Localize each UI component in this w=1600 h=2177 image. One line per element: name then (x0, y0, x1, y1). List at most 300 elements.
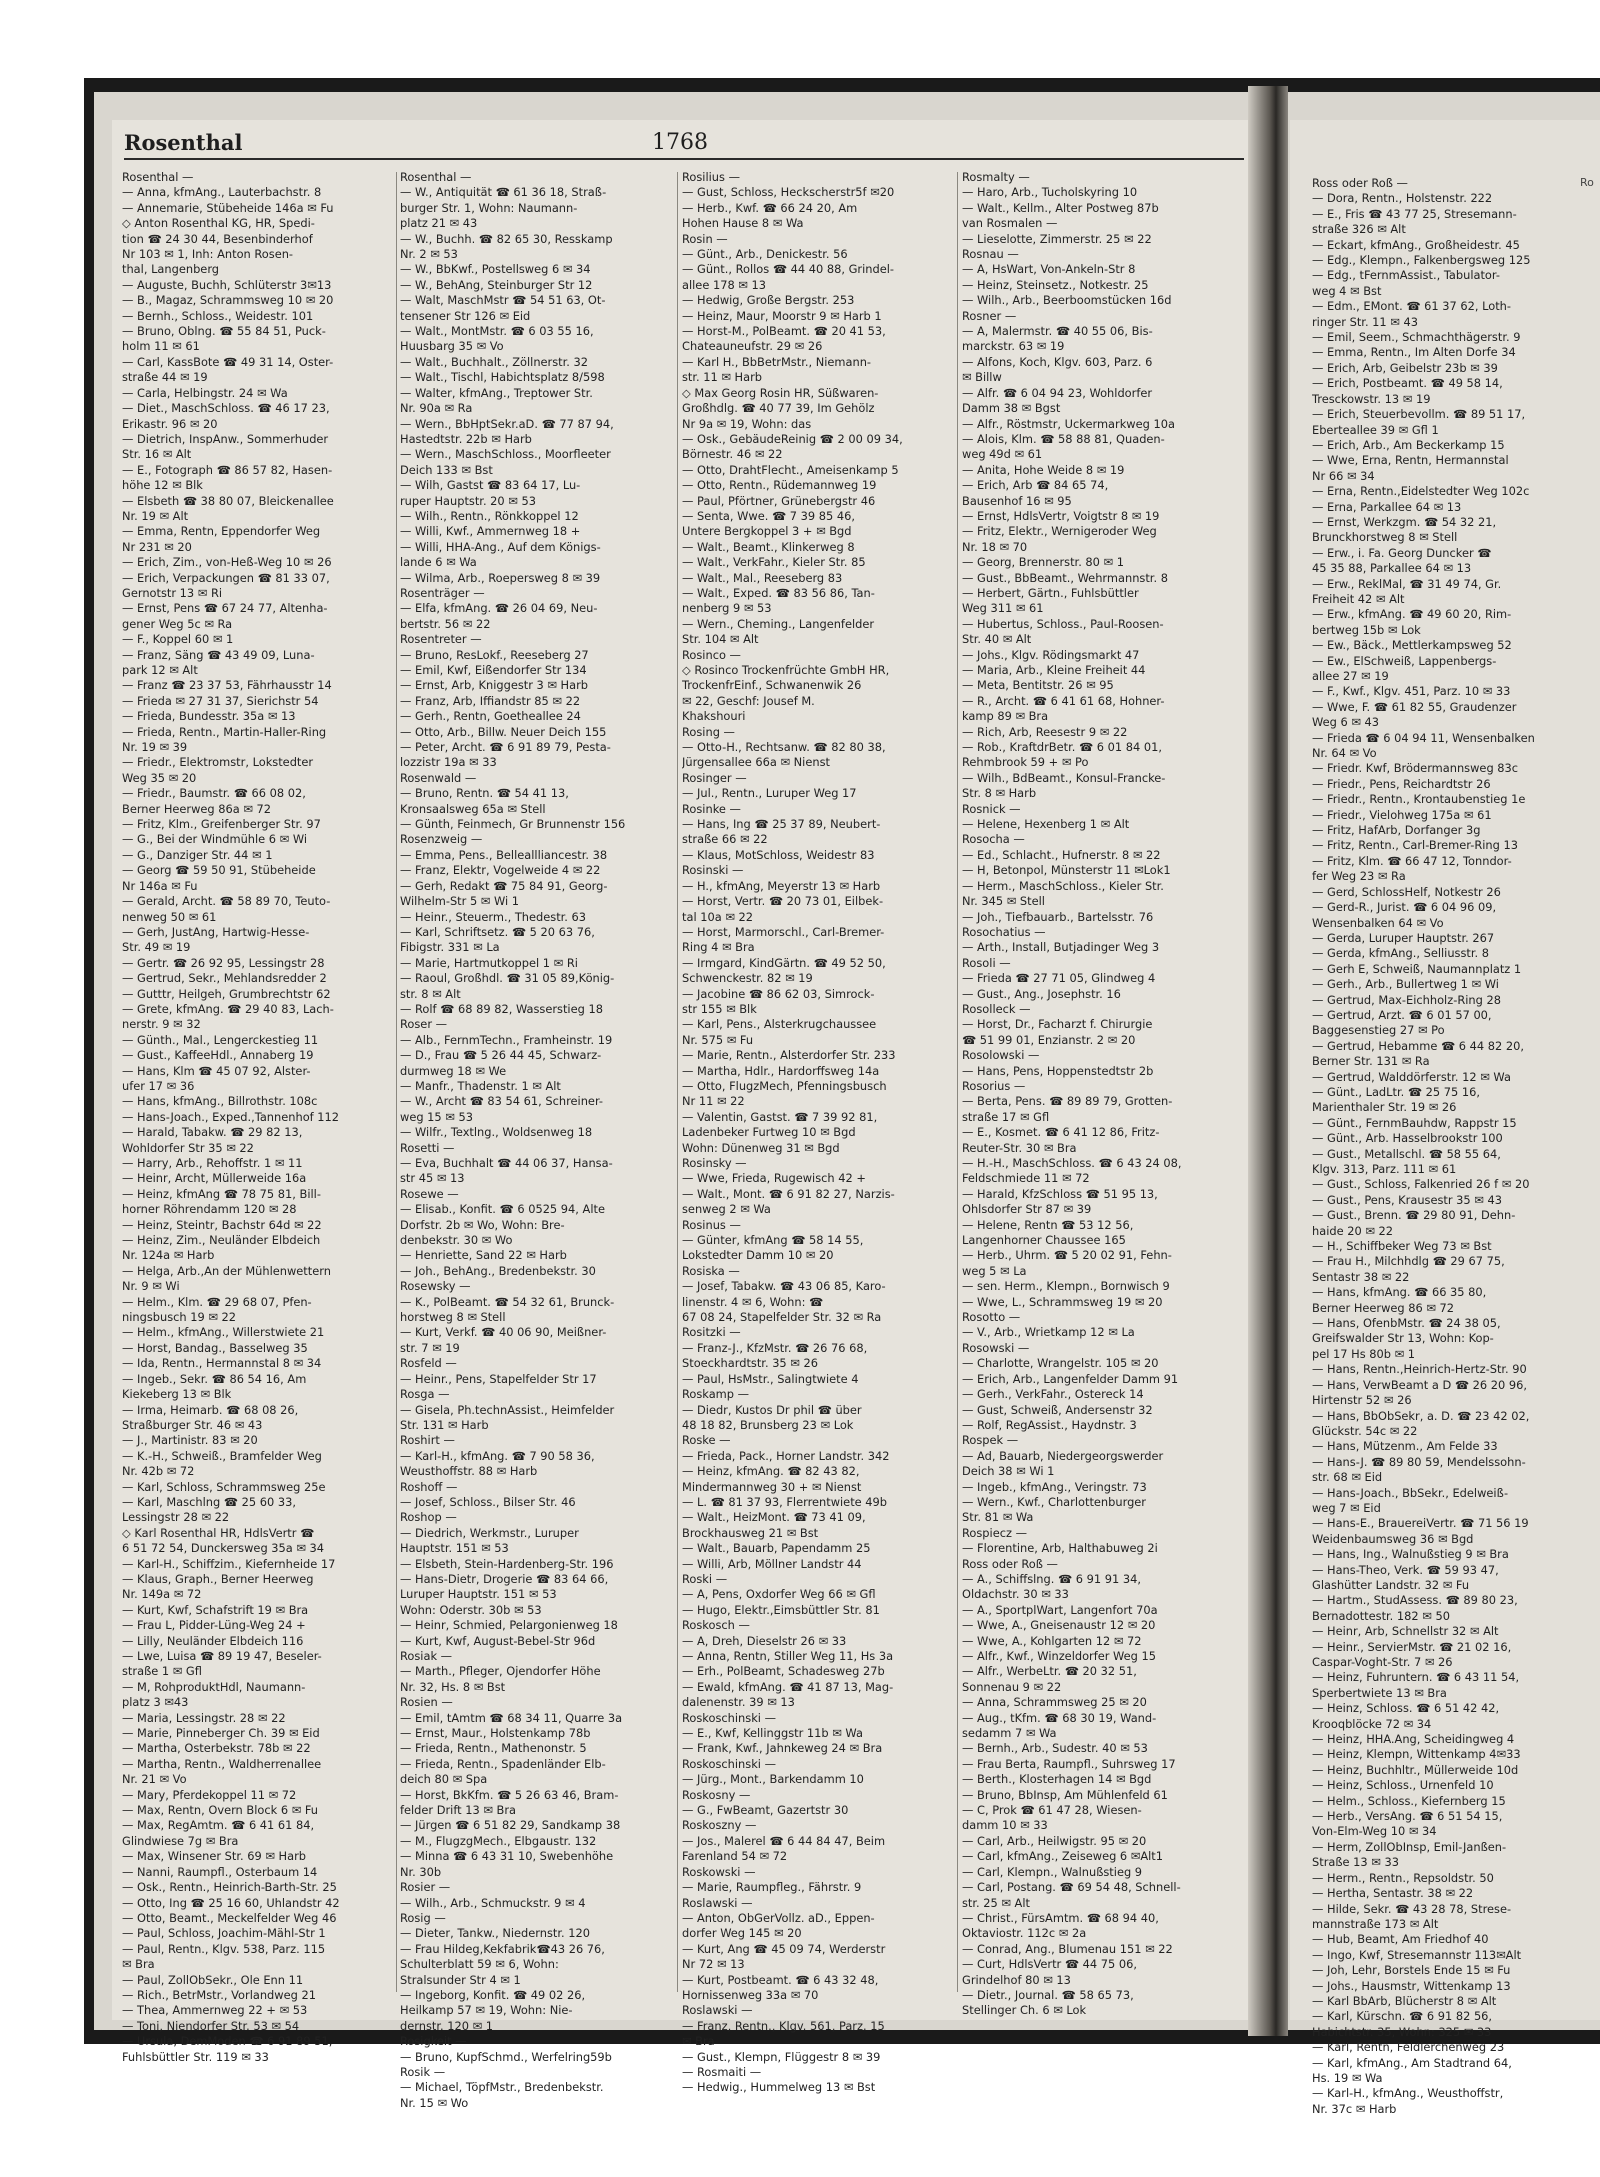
directory-entry-line: — Heinr., Pens, Stapelfelder Str 17 (400, 1371, 597, 1386)
directory-entry-line: — Bernh., Arb., Sudestr. 40 ✉ 53 (962, 1741, 1148, 1756)
directory-entry-line: — Heinz, Fuhruntern. ☎ 6 43 11 54, (1312, 1670, 1520, 1685)
directory-entry-line: — Edg., Klempn., Falkenbergsweg 125 (1312, 253, 1531, 268)
directory-entry-line: — Wwe, A., Gneisenaustr 12 ✉ 20 (962, 1618, 1156, 1633)
directory-entry-line: — Max, RegAmtm. ☎ 6 41 61 84, (122, 1818, 315, 1833)
directory-entry-line: Weidenbaumsweg 36 ✉ Bgd (1312, 1531, 1474, 1546)
directory-entry-line: — H., Schiffbeker Weg 73 ✉ Bst (1312, 1239, 1492, 1254)
directory-entry-line: — V., Arb., Wrietkamp 12 ✉ La (962, 1325, 1135, 1340)
directory-entry-line: str. 68 ✉ Eid (1312, 1470, 1383, 1485)
directory-entry-line: — Friedr. Kwf, Brödermannsweg 83c (1312, 761, 1519, 776)
directory-entry-line: — Wwe, F. ☎ 61 82 55, Graudenzer (1312, 699, 1517, 714)
directory-entry-line: — Jürg., Mont., Barkendamm 10 (682, 1772, 864, 1787)
directory-entry-line: Nr. 18 ✉ 70 (962, 539, 1028, 554)
directory-entry-line: — Gertrud, Sekr., Mehlandsredder 2 (122, 971, 327, 986)
directory-entry-line: Stoeckhardtstr. 35 ✉ 26 (682, 1356, 818, 1371)
directory-entry-line: ◇ Karl Rosenthal HR, HdlsVertr ☎ (122, 1525, 315, 1540)
directory-entry-line: — Erich, Arb., Am Beckerkamp 15 (1312, 437, 1505, 452)
directory-entry-line: — Helm., kfmAng., Willerstwiete 21 (122, 1325, 325, 1340)
directory-entry-line: Str. 40 ✉ Alt (962, 632, 1032, 647)
directory-entry-line: Lokstedter Damm 10 ✉ 20 (682, 1248, 834, 1263)
directory-entry-line: Wohn: Oderstr. 30b ✉ 53 (400, 1602, 542, 1617)
directory-entry-line: — Manfr., Thadenstr. 1 ✉ Alt (400, 1078, 561, 1093)
directory-entry-line: Rosewe — (400, 1186, 459, 1201)
directory-entry-line: Nr. 124a ✉ Harb (122, 1248, 215, 1263)
directory-entry-line: — W., Antiquität ☎ 61 36 18, Straß- (400, 185, 607, 200)
directory-entry-line: Ohlsdorfer Str 87 ✉ 39 (962, 1202, 1092, 1217)
directory-entry-line: — Bruno, ResLokf., Reeseberg 27 (400, 647, 589, 662)
directory-entry-line: kamp 89 ✉ Bra (962, 709, 1049, 724)
directory-entry-line: Rosinco — (682, 647, 741, 662)
directory-entry-line: gener Weg 5c ✉ Ra (122, 616, 233, 631)
directory-entry-line: Schwenckestr. 82 ✉ 19 (682, 971, 813, 986)
directory-entry-line: Rospiecz — (962, 1525, 1027, 1540)
directory-entry-line: — Helene, Rentn ☎ 53 12 56, (962, 1217, 1134, 1232)
directory-entry-line: — Elfa, kfmAng. ☎ 26 04 69, Neu- (400, 601, 598, 616)
directory-entry-line: ruper Hauptstr. 20 ✉ 53 (400, 493, 536, 508)
directory-entry-line: — Hans, OfenbMstr. ☎ 24 38 05, (1312, 1316, 1501, 1331)
directory-entry-line: TrockenfrEinf., Schwanenwik 26 (682, 678, 862, 693)
directory-entry-line: Roser — (400, 1017, 448, 1032)
directory-entry-line: — Dora, Rentn., Holstenstr. 222 (1312, 191, 1493, 206)
directory-entry-line: — Walt., Buchhalt., Zöllnerstr. 32 (400, 354, 589, 369)
directory-entry-line: — Raoul, Großhdl. ☎ 31 05 89,König- (400, 971, 615, 986)
directory-entry-line: Nr. 149a ✉ 72 (122, 1587, 202, 1602)
directory-entry-line: Wohn: Dünenweg 31 ✉ Bgd (682, 1140, 840, 1155)
directory-entry-line: dernstr. 120 ✉ 1 (400, 2018, 493, 2033)
directory-entry-line: — Hans, kfmAng. ☎ 66 35 80, (1312, 1285, 1487, 1300)
directory-entry-line: — Aug., tKfm. ☎ 68 30 19, Wand- (962, 1710, 1157, 1725)
directory-entry-line: — Paul, Schloss, Joachim-Mähl-Str 1 (122, 1926, 326, 1941)
directory-entry-line: Roshop — (400, 1510, 457, 1525)
directory-entry-line: — Heinz, Schloss., Urnenfeld 10 (1312, 1778, 1494, 1793)
directory-entry-line: — Frau Berta, Raumpfl., Suhrsweg 17 (962, 1756, 1176, 1771)
directory-entry-line: — sen. Herm., Klempn., Bornwisch 9 (962, 1279, 1170, 1294)
directory-entry-line: — Gutttr, Heilgeh, Grumbrechtstr 62 (122, 986, 331, 1001)
directory-entry-line: Straße 13 ✉ 33 (1312, 1855, 1399, 1870)
directory-entry-line: linenstr. 4 ✉ 6, Wohn: ☎ (682, 1294, 824, 1309)
directory-entry-line: Habichtstr. 35, Wohn: 325 ✉ 33 (1312, 2024, 1492, 2039)
directory-entry-line: — Carl, Arb., Heilwigstr. 95 ✉ 20 (962, 1833, 1147, 1848)
directory-entry-line: — Günt., LadLtr. ☎ 25 75 16, (1312, 1084, 1481, 1099)
directory-entry-line: Rosenwald — (400, 770, 477, 785)
directory-entry-line: Rosin — (682, 231, 728, 246)
directory-entry-line: Glindwiese 7g ✉ Bra (122, 1833, 239, 1848)
directory-entry-line: tal 10a ✉ 22 (682, 909, 753, 924)
directory-entry-line: Rosinsky — (682, 1156, 747, 1170)
directory-entry-line: — Gerh, JustAng, Hartwig-Hesse- (122, 924, 310, 939)
directory-entry-line: — Carl, Klempn., Walnußstieg 9 (962, 1864, 1143, 1879)
directory-entry-line: ✉ Bra (682, 2034, 715, 2049)
directory-entry-line: ningsbusch 19 ✉ 22 (122, 1310, 237, 1325)
directory-entry-line: — Alfr., Kwf., Winzeldorfer Weg 15 (962, 1649, 1157, 1663)
directory-entry-line: — Mary, Pferdekoppel 11 ✉ 72 (122, 1787, 297, 1802)
directory-entry-line: — Karl H., BbBetrMstr., Niemann- (682, 354, 872, 369)
directory-entry-line: platz 21 ✉ 43 (400, 216, 478, 231)
directory-entry-line: — Johs., Klgv. Rödingsmarkt 47 (962, 647, 1140, 662)
directory-entry-line: — Otto, DrahtFlecht., Ameisenkamp 5 (682, 462, 899, 477)
directory-entry-line: Untere Bergkoppel 3 + ✉ Bgd (682, 524, 852, 539)
directory-entry-line: — Kurt, Kwf, Schafstrift 19 ✉ Bra (122, 1602, 309, 1617)
directory-entry-line: — H, Betonpol, Münsterstr 11 ✉Lok1 (962, 863, 1171, 878)
directory-entry-line: str. 11 ✉ Harb (682, 370, 763, 385)
directory-entry-line: — Karl, Schloss, Schrammsweg 25e (122, 1479, 326, 1494)
directory-entry-line: — Karl, Rentn, Feldlerchenweg 23 (1312, 2040, 1505, 2055)
directory-entry-line: 67 08 24, Stapelfelder Str. 32 ✉ Ra (682, 1310, 882, 1325)
directory-entry-line: str 45 ✉ 13 (400, 1171, 465, 1186)
directory-entry-line: bertstr. 56 ✉ 22 (400, 616, 491, 631)
directory-entry-line: — Emma, Pens., Belleallliancestr. 38 (400, 847, 608, 862)
directory-entry-line: — Wwe, Frieda, Rugewisch 42 + (682, 1171, 866, 1186)
directory-entry-line: — Karl-H., kfmAng., Weusthoffstr, (1312, 2086, 1504, 2101)
directory-entry-line: — Meta, Bentitstr. 26 ✉ 95 (962, 678, 1114, 693)
directory-entry-line: — Paul, ZollObSekr., Ole Enn 11 (122, 1972, 304, 1987)
directory-entry-line: — Karl, Maschlng ☎ 25 60 33, (122, 1494, 296, 1509)
directory-entry-line: — H., kfmAng, Meyerstr 13 ✉ Harb (682, 878, 881, 893)
directory-entry-line: Nr. 42b ✉ 72 (122, 1464, 195, 1479)
directory-entry-line: — Eva, Buchhalt ☎ 44 06 37, Hansa- (400, 1156, 613, 1170)
directory-entry-line: Khakshouri (682, 709, 746, 724)
directory-entry-line: ringer Str. 11 ✉ 43 (1312, 314, 1418, 329)
directory-entry-line: Heilkamp 57 ✉ 19, Wohn: Nie- (400, 2003, 573, 2018)
directory-entry-line: — Walt., Mal., Reeseberg 83 (682, 570, 843, 585)
directory-entry-line: Nr. 21 ✉ Vo (122, 1772, 187, 1787)
directory-entry-line: — Anton, ObGerVollz. aD., Eppen- (682, 1910, 875, 1925)
directory-entry-line: Rosinus — (682, 1217, 741, 1232)
directory-entry-line: — Bruno, KupfSchmd., Werfelring59b (400, 2049, 612, 2064)
directory-entry-line: — Günt., Arb., Denickestr. 56 (682, 247, 848, 262)
directory-entry-line: — Hedwig., Hummelweg 13 ✉ Bst (682, 2080, 876, 2095)
directory-entry-line: — Friedr., Vielohweg 175a ✉ 61 (1312, 807, 1492, 822)
directory-entry-line: — Erich, Postbeamt. ☎ 49 58 14, (1312, 376, 1503, 391)
directory-entry-line: — Florentine, Arb, Halthabuweg 2i (962, 1541, 1158, 1556)
directory-entry-line: Hohen Hause 8 ✉ Wa (682, 216, 804, 231)
directory-entry-line: Roshoff — (400, 1479, 458, 1494)
directory-entry-line: — Frieda, Pack., Horner Landstr. 342 (682, 1448, 890, 1463)
directory-entry-line: Nr. 90a ✉ Ra (400, 401, 473, 416)
directory-entry-line: — F., Kwf., Klgv. 451, Parz. 10 ✉ 33 (1312, 684, 1511, 699)
directory-entry-line: — Frieda ☎ 6 04 94 11, Wensenbalken (1312, 730, 1535, 745)
directory-entry-line: Rosiak — (400, 1649, 453, 1663)
directory-entry-line: Nr. 575 ✉ Fu (682, 1032, 754, 1047)
directory-entry-line: — Paul, Pförtner, Grünebergstr 46 (682, 493, 876, 508)
directory-entry-line: — Heinz, Steintr, Bachstr 64d ✉ 22 (122, 1217, 322, 1232)
directory-entry-line: straße 1 ✉ Gfl (122, 1664, 202, 1679)
directory-entry-line: — Gertr. ☎ 26 92 95, Lessingstr 28 (122, 955, 325, 970)
directory-entry-line: Von-Elm-Weg 10 ✉ 34 (1312, 1824, 1437, 1839)
directory-entry-line: — Gerda, kfmAng., Selliusstr. 8 (1312, 946, 1489, 961)
directory-entry-line: Rosing — (682, 724, 735, 739)
directory-entry-line: ✉ Bra (122, 1957, 155, 1972)
directory-entry-line: — Wwe, Erna, Rentn, Hermannstal (1312, 453, 1509, 468)
directory-entry-line: — Wern., BbHptSekr.aD. ☎ 77 87 94, (400, 416, 614, 431)
directory-entry-line: — G., Danziger Str. 44 ✉ 1 (122, 847, 273, 862)
directory-entry-line: — Eckart, kfmAng., Großheidestr. 45 (1312, 237, 1520, 252)
directory-entry-line: str. 25 ✉ Alt (962, 1895, 1030, 1910)
directory-entry-line: — Paul, Rentn., Klgv. 538, Parz. 115 (122, 1941, 326, 1956)
directory-entry-line: sedamm 7 ✉ Wa (962, 1726, 1057, 1741)
directory-entry-line: — Bernh., Schloss., Weidestr. 101 (122, 308, 314, 323)
directory-entry-line: — Lilly, Neuländer Elbdeich 116 (122, 1633, 304, 1648)
directory-entry-line: dorfer Weg 145 ✉ 20 (682, 1926, 802, 1941)
directory-entry-line: — A, HsWart, Von-Ankeln-Str 8 (962, 262, 1136, 277)
column-separator (677, 172, 678, 1992)
directory-entry-line: — Walt., MontMstr. ☎ 6 03 55 16, (400, 324, 594, 339)
directory-entry-line: Grindelhof 80 ✉ 13 (962, 1972, 1071, 1987)
directory-entry-line: Fibigstr. 331 ✉ La (400, 940, 500, 955)
directory-entry-line: — Helm., Schloss., Kiefernberg 15 (1312, 1793, 1506, 1808)
directory-entry-line: — Wilfr., Textlng., Woldsenweg 18 (400, 1125, 593, 1140)
directory-entry-line: — Horst, Marmorschl., Carl-Bremer- (682, 924, 885, 939)
directory-entry-line: — Günter, kfmAng ☎ 58 14 55, (682, 1233, 864, 1248)
directory-entry-line: — Hugo, Elektr.,Eimsbüttler Str. 81 (682, 1602, 880, 1617)
directory-entry-line: — Emil, tAmtm ☎ 68 34 11, Quarre 3a (400, 1710, 623, 1725)
directory-entry-line: — Herb., Uhrm. ☎ 5 20 02 91, Fehn- (962, 1248, 1172, 1263)
directory-entry-line: Erikastr. 96 ✉ 20 (122, 416, 218, 431)
directory-entry-line: — Berth., Klosterhagen 14 ✉ Bgd (962, 1772, 1152, 1787)
directory-entry-line: — Hans, Ing ☎ 25 37 89, Neubert- (682, 817, 881, 832)
directory-entry-line: Lessingstr 28 ✉ 22 (122, 1510, 230, 1525)
directory-entry-line: Berner Heerweg 86a ✉ 72 (122, 801, 272, 816)
directory-entry-line: Weg 311 ✉ 61 (962, 601, 1044, 616)
directory-entry-line: — Heinz, HHA.Ang, Scheidingweg 4 (1312, 1732, 1515, 1747)
directory-entry-line: — Franz, Säng ☎ 43 49 09, Luna- (122, 647, 315, 662)
directory-entry-line: — Kurt, Kwf, August-Bebel-Str 96d (400, 1633, 596, 1648)
directory-entry-line: — Herm., Rentn., Repsoldstr. 50 (1312, 1870, 1494, 1885)
directory-entry-line: — Maria, Arb., Kleine Freiheit 44 (962, 663, 1146, 677)
directory-entry-line: — Diedr, Kustos Dr phil ☎ über (682, 1402, 862, 1417)
directory-entry-line: Rosier — (400, 1880, 451, 1895)
directory-entry-line: — Karl, Kürschn. ☎ 6 91 82 56, (1312, 2009, 1493, 2024)
directory-entry-line: — Harald, KfzSchloss ☎ 51 95 13, (962, 1186, 1158, 1201)
directory-entry-line: — Walt., Beamt., Klinkerweg 8 (682, 539, 855, 554)
directory-entry-line: — Kurt, Postbeamt. ☎ 6 43 32 48, (682, 1972, 879, 1987)
directory-entry-line: — Diet., MaschSchloss. ☎ 46 17 23, (122, 401, 330, 416)
directory-entry-line: — B., Magaz, Schrammsweg 10 ✉ 20 (122, 293, 334, 308)
directory-entry-line: — Hilde, Sekr. ☎ 43 28 78, Strese- (1312, 1901, 1512, 1916)
directory-entry-line: Berner Str. 131 ✉ Ra (1312, 1054, 1430, 1069)
directory-entry-line: — Franz-J., KfzMstr. ☎ 26 76 68, (682, 1340, 868, 1355)
directory-entry-line: weg 5 ✉ La (962, 1263, 1027, 1278)
directory-entry-line: — Heinz, Buchhltr., Müllerweide 10d (1312, 1762, 1519, 1777)
directory-entry-line: Stralsunder Str 4 ✉ 1 (400, 1972, 521, 1987)
directory-entry-line: Fuhlsbüttler Str. 119 ✉ 33 (122, 2049, 269, 2064)
directory-entry-line: Großhdlg. ☎ 40 77 39, Im Gehölz (682, 401, 875, 416)
directory-entry-line: — Wilma, Arb., Roepersweg 8 ✉ 39 (400, 570, 601, 585)
directory-entry-line: — Ingeborg, Konfit. ☎ 49 02 26, (400, 1987, 586, 2002)
directory-entry-line: Rosochatius — (962, 924, 1046, 939)
directory-entry-line: — Joh, Lehr, Borstels Ende 15 ✉ Fu (1312, 1963, 1511, 1978)
directory-entry-line: bertweg 15b ✉ Lok (1312, 622, 1421, 637)
directory-entry-line: dalenenstr. 39 ✉ 13 (682, 1695, 795, 1710)
directory-entry-line: — Alfr. ☎ 6 04 94 23, Wohldorfer (962, 385, 1153, 400)
directory-entry-line: — Hertha, Sentastr. 38 ✉ 22 (1312, 1886, 1474, 1901)
directory-entry-line: mannstraße 173 ✉ Alt (1312, 1916, 1439, 1931)
directory-entry-line: — Martha, Hdlr., Hardorffsweg 14a (682, 1063, 880, 1078)
directory-entry-line: ◇ Rosinco Trockenfrüchte GmbH HR, (682, 663, 890, 677)
directory-entry-line: — Karl, Schriftsetz. ☎ 5 20 63 76, (400, 924, 595, 939)
directory-entry-line: — Frieda, Rentn., Martin-Haller-Ring (122, 724, 327, 739)
directory-entry-line: — Fritz, Klm. ☎ 66 47 12, Tonndor- (1312, 853, 1512, 868)
directory-entry-line: — Jul., Rentn., Luruper Weg 17 (682, 786, 857, 801)
directory-entry-line: — L. ☎ 81 37 93, Flerrentwiete 49b (682, 1494, 888, 1509)
directory-entry-line: — Gust., BbBeamt., Wehrmannstr. 8 (962, 570, 1168, 585)
directory-entry-line: — Hartm., StudAssess. ☎ 89 80 23, (1312, 1593, 1518, 1608)
directory-entry-line: — Karl, Pens., Alsterkrugchaussee (682, 1017, 877, 1032)
directory-entry-line: — Karl-H., kfmAng. ☎ 7 90 58 36, (400, 1448, 595, 1463)
directory-entry-line: — Lwe, Luisa ☎ 89 19 47, Beseler- (122, 1649, 322, 1663)
directory-entry-line: — Hans, Ing., Walnußstieg 9 ✉ Bra (1312, 1547, 1509, 1562)
directory-entry-line: — Walt., VerkFahr., Kieler Str. 85 (682, 555, 866, 570)
directory-entry-line: Chateaunеufstr. 29 ✉ 26 (682, 339, 823, 354)
directory-entry-line: Straßburger Str. 46 ✉ 43 (122, 1417, 263, 1432)
directory-entry-line: — Willi, Kwf., Ammernweg 18 + (400, 524, 581, 539)
directory-entry-line: Glückstr. 54c ✉ 22 (1312, 1423, 1418, 1438)
directory-entry-line: — Jacobine ☎ 86 62 03, Simrock- (682, 986, 875, 1001)
directory-entry-line: — Franz, Elektr, Vogelweide 4 ✉ 22 (400, 863, 601, 878)
directory-entry-line: — Edg., tFernmAssist., Tabulator- (1312, 268, 1500, 283)
directory-entry-line: holm 11 ✉ 61 (122, 339, 200, 354)
directory-entry-line: — Walt., Exped. ☎ 83 56 86, Tan- (682, 585, 875, 600)
directory-entry-line: felder Drift 13 ✉ Bra (400, 1803, 516, 1818)
directory-entry-line: Klgv. 313, Parz. 111 ✉ 61 (1312, 1162, 1457, 1176)
directory-entry-line: str. 7 ✉ 19 (400, 1340, 460, 1355)
page-number: 1768 (652, 130, 708, 155)
directory-entry-line: — Gerda, Luruper Hauptstr. 267 (1312, 930, 1495, 945)
directory-entry-line: Rospek — (962, 1433, 1019, 1448)
directory-entry-line: Roskoschinski — (682, 1756, 776, 1771)
directory-entry-line: — Ernst, Arb, Kniggestr 3 ✉ Harb (400, 678, 589, 693)
scan-top-border (84, 78, 1600, 92)
directory-entry-line: — Harald, Tabakw. ☎ 29 82 13, (122, 1125, 303, 1140)
directory-entry-line: — Walt., HeizMont. ☎ 73 41 09, (682, 1510, 866, 1525)
directory-entry-line: — Heinr., ServierMstr. ☎ 21 02 16, (1312, 1639, 1512, 1654)
directory-entry-line: weg 15 ✉ 53 (400, 1109, 473, 1124)
directory-entry-line: — Fritz, Elektr., Wernigeroder Weg (962, 524, 1157, 539)
directory-entry-line: — Conrad, Ang., Blumenau 151 ✉ 22 (962, 1941, 1173, 1956)
directory-entry-line: — Henriette, Sand 22 ✉ Harb (400, 1248, 567, 1263)
directory-entry-line: Tresckowstr. 13 ✉ 19 (1312, 391, 1431, 406)
directory-entry-line: ☎ 51 99 01, Enzianstr. 2 ✉ 20 (962, 1032, 1136, 1047)
directory-entry-line: senweg 2 ✉ Wa (682, 1202, 771, 1217)
directory-entry-line: — Gertrud, Max-Eichholz-Ring 28 (1312, 992, 1501, 1007)
directory-entry-line: Mindermannweg 30 + ✉ Nienst (682, 1479, 862, 1494)
directory-entry-line: — Carl, kfmAng., Zeiseweg 6 ✉Alt1 (962, 1849, 1164, 1864)
directory-entry-line: — Gerd-R., Jurist. ☎ 6 04 96 09, (1312, 900, 1497, 915)
directory-entry-line: — Hans, Pens, Hoppenstedtstr 2b (962, 1063, 1154, 1078)
directory-entry-line: Wensenbalken 64 ✉ Vo (1312, 915, 1444, 930)
directory-entry-line: — Gerh., Rentn, Goetheallee 24 (400, 709, 581, 724)
directory-entry-line: — Erich, Arb, Geibelstr 23b ✉ 39 (1312, 360, 1498, 375)
directory-entry-line: — Michael, TöpfMstr., Bredenbekstr. (400, 2080, 604, 2095)
directory-entry-line: — Carl, KassBote ☎ 49 31 14, Oster- (122, 354, 334, 369)
directory-entry-line: — Günt., Arb. Hasselbrookstr 100 (1312, 1131, 1503, 1146)
directory-entry-line: — Walt., Tischl, Habichtsplatz 8/598 (400, 370, 605, 385)
directory-entry-line: allee 178 ✉ 13 (682, 277, 766, 292)
directory-entry-line: — Walt., Kellm., Alter Postweg 87b (962, 200, 1159, 215)
directory-entry-line: — Erw., i. Fa. Georg Duncker ☎ (1312, 545, 1492, 560)
directory-entry-line: Brockhausweg 21 ✉ Bst (682, 1525, 819, 1540)
directory-entry-line: — Ed., Schlacht., Hufnerstr. 8 ✉ 22 (962, 847, 1161, 862)
directory-entry-line: Rosoli — (962, 955, 1011, 970)
directory-entry-line: van Rosmalen — (962, 216, 1058, 231)
directory-entry-line: — Erw., ReklMal, ☎ 31 49 74, Gr. (1312, 576, 1502, 591)
directory-entry-line: — Marth., Pfleger, Ojendorfer Höhe (400, 1664, 601, 1679)
directory-entry-line: — Heinr, Archt, Müllerweide 16a (122, 1171, 307, 1186)
directory-entry-line: — Erich, Steuerbevollm. ☎ 89 51 17, (1312, 407, 1526, 422)
directory-entry-line: nerstr. 9 ✉ 32 (122, 1017, 201, 1032)
directory-entry-line: weg 49d ✉ 61 (962, 447, 1043, 462)
directory-entry-line: — Anita, Hohe Weide 8 ✉ 19 (962, 462, 1125, 477)
directory-entry-line: — Walter, kfmAng., Treptower Str. (400, 385, 593, 400)
directory-entry-line: — Alfr., WerbeLtr. ☎ 20 32 51, (962, 1664, 1137, 1679)
directory-entry-line: — W., BbKwf., Postellsweg 6 ✉ 34 (400, 262, 591, 277)
directory-entry-line: Nr 9a ✉ 19, Wohn: das (682, 416, 812, 431)
directory-entry-line: — Horst, Bandag., Basselweg 35 (122, 1340, 308, 1355)
directory-entry-line: — A, Pens, Oxdorfer Weg 66 ✉ Gfl (682, 1587, 876, 1602)
header-rule (124, 158, 1244, 160)
directory-entry-line: tensener Str 126 ✉ Eid (400, 308, 531, 323)
directory-entry-line: Rosnick — (962, 801, 1021, 816)
directory-entry-line: Rosnau — (962, 247, 1019, 262)
directory-entry-line: — Friedr., Rentn., Krontaubenstieg 1e (1312, 792, 1526, 807)
directory-entry-line: — W., Archt ☎ 83 54 61, Schreiner- (400, 1094, 604, 1109)
directory-entry-line: — Heinz, kfmAng ☎ 78 75 81, Bill- (122, 1186, 321, 1201)
directory-entry-line: — Berta, Pens. ☎ 89 89 79, Grotten- (962, 1094, 1173, 1109)
directory-entry-line: Nr 66 ✉ 34 (1312, 468, 1375, 483)
directory-entry-line: Rosocha — (962, 832, 1025, 847)
directory-entry-line: — Gust, Schweiß, Andersenstr 32 (962, 1402, 1153, 1417)
directory-entry-line: — Gust., Metallschl. ☎ 58 55 64, (1312, 1146, 1501, 1161)
directory-entry-line: — M, RohproduktHdl, Naumann- (122, 1679, 306, 1694)
directory-entry-line: park 12 ✉ Alt (122, 663, 198, 677)
directory-entry-line: marckstr. 63 ✉ 19 (962, 339, 1065, 354)
directory-entry-line: — Frieda, Rentn., Spadenländer Elb- (400, 1756, 606, 1771)
directory-entry-line: — Ernst, HdlsVertr, Voigtstr 8 ✉ 19 (962, 508, 1160, 523)
directory-entry-line: Stellinger Ch. 6 ✉ Lok (962, 2003, 1087, 2018)
directory-entry-line: — Paul, HsMstr., Salingtwiete 4 (682, 1371, 859, 1386)
directory-entry-line: Börnestr. 46 ✉ 22 (682, 447, 783, 462)
directory-entry-line: — Dietr., Journal. ☎ 58 65 73, (962, 1987, 1134, 2002)
directory-entry-line: — Hans, kfmAng., Billrothstr. 108c (122, 1094, 318, 1109)
directory-entry-line: — Elsbeth ☎ 38 80 07, Bleickenallee (122, 493, 334, 508)
directory-entry-line: Eberteallee 39 ✉ Gfl 1 (1312, 422, 1439, 437)
directory-entry-line: Roskosny — (682, 1787, 751, 1802)
directory-entry-line: Str. 8 ✉ Harb (962, 786, 1037, 801)
directory-entry-line: ✉ Billw (962, 370, 1002, 385)
directory-entry-line: — Emil, Seem., Schmachthägerstr. 9 (1312, 330, 1521, 345)
directory-entry-line: — Ewald, kfmAng. ☎ 41 87 13, Mag- (682, 1679, 894, 1694)
directory-entry-line: — Gisela, Ph.technAssist., Heimfelder (400, 1402, 615, 1417)
directory-entry-line: Feldschmiede 11 ✉ 72 (962, 1171, 1090, 1186)
directory-entry-line: Berner Heerweg 86 ✉ 72 (1312, 1300, 1455, 1315)
directory-entry-line: — Hans-Theo, Verk. ☎ 59 93 47, (1312, 1562, 1499, 1577)
directory-entry-line: platz 3 ✉43 (122, 1695, 189, 1710)
directory-entry-line: Ross oder Roß — (962, 1556, 1058, 1571)
directory-entry-line: — Alb., FernmTechn., Framheinstr. 19 (400, 1032, 613, 1047)
directory-entry-line: Luruper Hauptstr. 151 ✉ 53 (400, 1587, 557, 1602)
directory-entry-line: Rosenträger — (400, 585, 485, 600)
directory-entry-line: — Wilh., BdBeamt., Konsul-Francke- (962, 770, 1166, 785)
directory-entry-line: lande 6 ✉ Wa (400, 555, 477, 570)
directory-entry-line: — Hans, Mützenm., Am Felde 33 (1312, 1439, 1498, 1454)
directory-entry-line: — Otto, FlugzMech, Pfenningsbusch (682, 1078, 887, 1093)
directory-entry-line: Bausenhof 16 ✉ 95 (962, 493, 1072, 508)
directory-entry-line: — Gertrud, Arzt. ☎ 6 01 57 00, (1312, 1007, 1492, 1022)
directory-entry-line: — Harry, Arb., Rehoffstr. 1 ✉ 11 (122, 1156, 303, 1170)
directory-entry-line: Hastedtstr. 22b ✉ Harb (400, 431, 532, 446)
directory-entry-line: — Hans-Dietr, Drogerie ☎ 83 64 66, (400, 1571, 609, 1586)
directory-entry-line: — Ew., ElSchweiß, Lappenbergs- (1312, 653, 1497, 668)
